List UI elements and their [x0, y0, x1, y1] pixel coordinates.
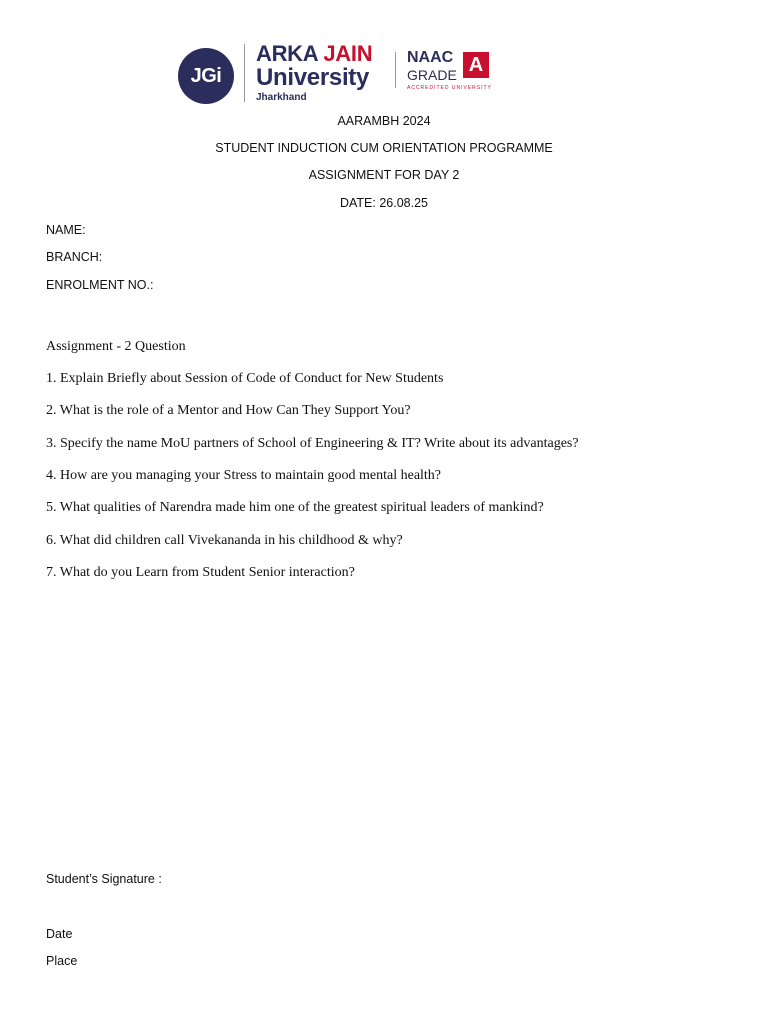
- naac-accredited-text: ACCREDITED UNIVERSITY: [407, 85, 492, 91]
- question-1: 1. Explain Briefly about Session of Code of Conduct for New Students: [46, 371, 444, 386]
- grade-letter: A: [468, 53, 484, 76]
- logo-divider-naac: [395, 52, 396, 88]
- university-name-line2: University: [256, 64, 370, 91]
- date-label: Date: [46, 927, 73, 941]
- naac-grade-label: GRADE: [407, 67, 457, 83]
- logo-divider: [244, 44, 245, 102]
- name-field-label: NAME:: [46, 223, 86, 237]
- question-5: 5. What qualities of Narendra made him one of the greatest spiritual leaders of mankind?: [46, 500, 544, 515]
- place-label: Place: [46, 954, 78, 968]
- university-name-arka: ARKA: [256, 41, 318, 66]
- question-2: 2. What is the role of a Mentor and How Can They Support You?: [46, 403, 411, 418]
- university-name-jain: JAIN: [323, 41, 373, 66]
- question-6: 6. What did children call Vivekananda in his childhood & why?: [46, 533, 403, 548]
- university-logo: [178, 42, 498, 104]
- jgi-logo-text: JGi: [190, 64, 222, 87]
- signature-label: Student’s Signature :: [46, 872, 162, 886]
- jgi-logo-icon: [178, 48, 234, 104]
- question-3: 3. Specify the name MoU partners of School of Engineering & IT? Write about its advantages?: [46, 436, 579, 451]
- university-location: Jharkhand: [256, 92, 307, 103]
- enrolment-field-label: ENROLMENT NO.:: [46, 278, 154, 292]
- branch-field-label: BRANCH:: [46, 250, 103, 264]
- question-4: 4. How are you managing your Stress to maintain good mental health?: [46, 468, 442, 483]
- university-name-line1: [256, 42, 372, 66]
- university-name: [256, 42, 372, 104]
- question-7: 7. What do you Learn from Student Senior interaction?: [46, 565, 355, 580]
- assignment-date: DATE: 26.08.25: [339, 196, 428, 210]
- programme-title: STUDENT INDUCTION CUM ORIENTATION PROGRAMME: [215, 141, 553, 155]
- grade-a-icon: [463, 52, 489, 78]
- naac-title: NAAC: [407, 49, 454, 66]
- assignment-heading: ASSIGNMENT FOR DAY 2: [308, 168, 460, 182]
- assignment-title: Assignment - 2 Question: [46, 339, 186, 354]
- event-title: AARAMBH 2024: [337, 114, 431, 128]
